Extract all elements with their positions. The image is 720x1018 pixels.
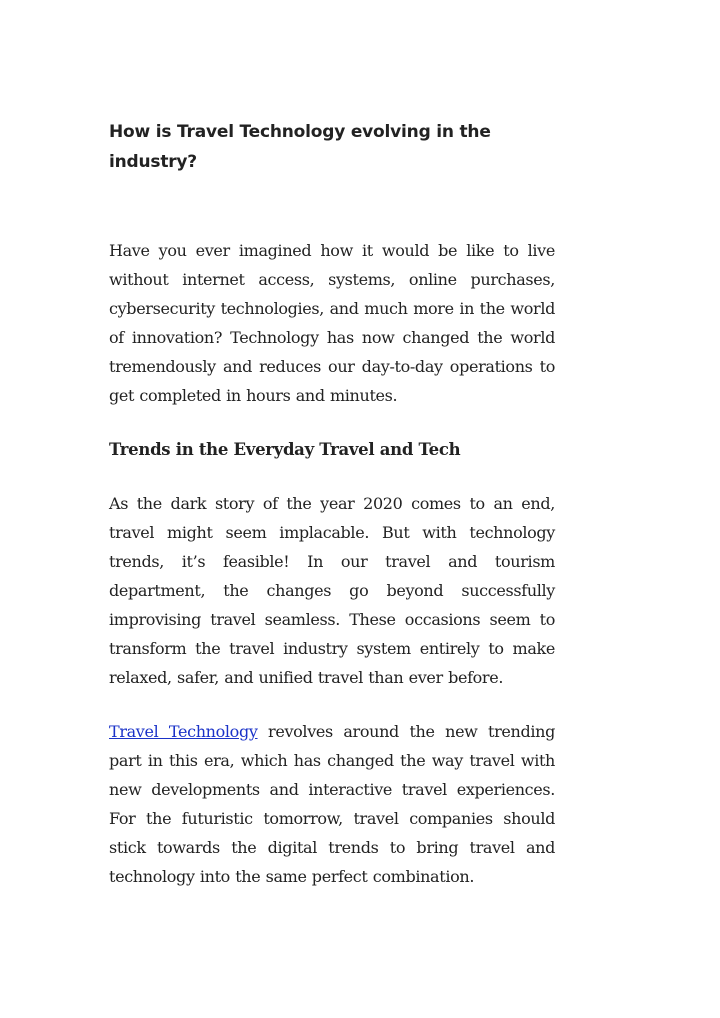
document-page — [109, 117, 555, 891]
section-heading: Trends in the Everyday Travel and Tech — [109, 440, 461, 459]
travel-technology-paragraph-text: revolves around the new trending part in this era, which has changed the way travel with new developments and interactive travel experiences. For the futuristic tomorrow, travel companies should stick towards the digital trends to bring travel and technology into the same perfect combination. — [109, 722, 555, 886]
document-title: How is Travel Technology evolving in the industry? — [109, 122, 491, 172]
trends-paragraph: As the dark story of the year 2020 comes to an end, travel might seem implacable. But with technology trends, it’s feasible! In our travel and tourism department, the changes go beyond successfully improvising travel seamless. These occasions seem to transform the travel industry system entirely to make relaxed, safer, and unified travel than ever before. — [109, 494, 555, 687]
travel-technology-link[interactable]: Travel Technology — [109, 722, 258, 741]
travel-technology-paragraph — [109, 717, 555, 891]
intro-paragraph: Have you ever imagined how it would be like to live without internet access, systems, online purchases, cybersecurity technologies, and much more in the world of innovation? Technology has now changed the world tremendously and reduces our day-to-day operations to get completed in hours and minutes. — [109, 241, 555, 405]
